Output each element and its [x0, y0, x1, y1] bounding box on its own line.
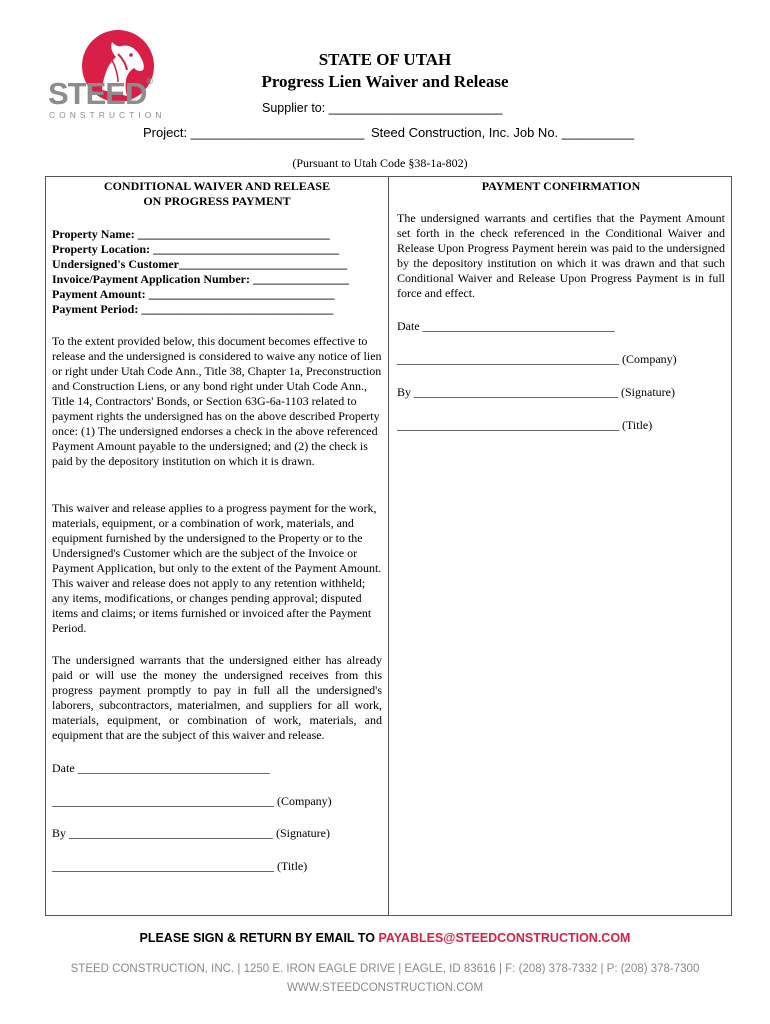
- left-heading-line2: ON PROGRESS PAYMENT: [143, 194, 291, 208]
- invoice-number-field[interactable]: Invoice/Payment Application Number: ________________: [52, 272, 349, 286]
- left-column-heading: [52, 179, 382, 209]
- property-location-field[interactable]: Property Location: _______________________________: [52, 242, 340, 256]
- left-company-field[interactable]: _____________________________________ (Company): [52, 794, 332, 808]
- property-name-field[interactable]: Property Name: ________________________________: [52, 227, 330, 241]
- payment-amount-field[interactable]: Payment Amount: _______________________________: [52, 287, 335, 301]
- return-instruction: [0, 931, 770, 945]
- pursuant-note: (Pursuant to Utah Code §38-1a-802): [292, 156, 468, 170]
- company-address: STEED CONSTRUCTION, INC. | 1250 E. IRON EAGLE DRIVE | EAGLE, ID 83616 | F: (208) 378-7332 | P: (208) 378-7300: [70, 963, 700, 975]
- right-company-field[interactable]: _____________________________________ (Company): [397, 352, 677, 366]
- return-instruction-text: PLEASE SIGN & RETURN BY EMAIL TO: [139, 931, 379, 945]
- left-signature-field[interactable]: By __________________________________ (Signature): [52, 826, 330, 840]
- left-date-field[interactable]: Date ________________________________: [52, 761, 270, 775]
- payment-period-field[interactable]: Payment Period: ________________________________: [52, 302, 334, 316]
- document-title: Progress Lien Waiver and Release: [261, 72, 509, 91]
- right-date-field[interactable]: Date ________________________________: [397, 319, 615, 333]
- waiver-paragraph-3: The undersigned warrants that the undersigned either has already paid or will use the money the undersigned receives from this progress payment promptly to pay in full all the undersigned's laborers, subcontractors, materialmen, and suppliers for all work, materials, equipment, or combination of work, materials, and equipment that are the subject of this waiver and release.: [52, 653, 382, 742]
- right-column-heading: PAYMENT CONFIRMATION: [481, 179, 641, 193]
- logo-subtitle: CONSTRUCTION: [49, 110, 166, 120]
- payment-confirmation-paragraph: The undersigned warrants and certifies that the Payment Amount set forth in the check referenced in the Conditional Waiver and Release Upon Progress Payment herein was paid to the undersigned by the depository institution on which it was drawn and that such Conditional Waiver and Release Upon Progress Payment is in full force and effect.: [397, 211, 725, 300]
- column-divider: [388, 176, 389, 916]
- left-heading-line1: CONDITIONAL WAIVER AND RELEASE: [103, 179, 331, 193]
- left-title-field[interactable]: _____________________________________ (Title): [52, 859, 308, 873]
- job-number-field[interactable]: Steed Construction, Inc. Job No. __________: [371, 125, 635, 140]
- payables-email-link[interactable]: PAYABLES@STEEDCONSTRUCTION.COM: [378, 931, 631, 945]
- undersigned-customer-field[interactable]: Undersigned's Customer____________________________: [52, 257, 348, 271]
- logo-wordmark: STEED®: [48, 76, 152, 111]
- property-fields: [52, 227, 382, 317]
- supplier-field[interactable]: Supplier to: _________________________: [262, 101, 503, 115]
- document-title-state: STATE OF UTAH: [318, 50, 452, 69]
- project-field[interactable]: Project: ________________________: [143, 125, 365, 140]
- right-signature-field[interactable]: By __________________________________ (Signature): [397, 385, 675, 399]
- waiver-paragraph-2: This waiver and release applies to a progress payment for the work, materials, equipment, or a combination of work, materials, and equipment furnished by the undersigned to the Property or to the Undersigned's Customer which are the subject of the Invoice or Payment Application, but only to the extent of the Payment Amount. This waiver and release does not apply to any retention withheld; any items, modifications, or changes pending approval; disputed items and claims; or items furnished or invoiced after the Payment Period.: [52, 501, 382, 635]
- right-title-field[interactable]: _____________________________________ (Title): [397, 418, 653, 432]
- waiver-paragraph-1: To the extent provided below, this document becomes effective to release and the undersigned is considered to waive any notice of lien or right under Utah Code Ann., Title 38, Chapter 1a, Preconstruction and Construction Liens, or any bond right under Utah Code Ann., Title 14, Contractors' Bonds, or Section 63G-6a-1103 related to payment rights the undersigned has on the above described Property once: (1) The undersigned endorses a check in the above referenced Payment Amount payable to the undersigned; and (2) the check is paid by the depository institution on which it is drawn.: [52, 334, 382, 468]
- company-website-link[interactable]: WWW.STEEDCONSTRUCTION.COM: [286, 982, 484, 994]
